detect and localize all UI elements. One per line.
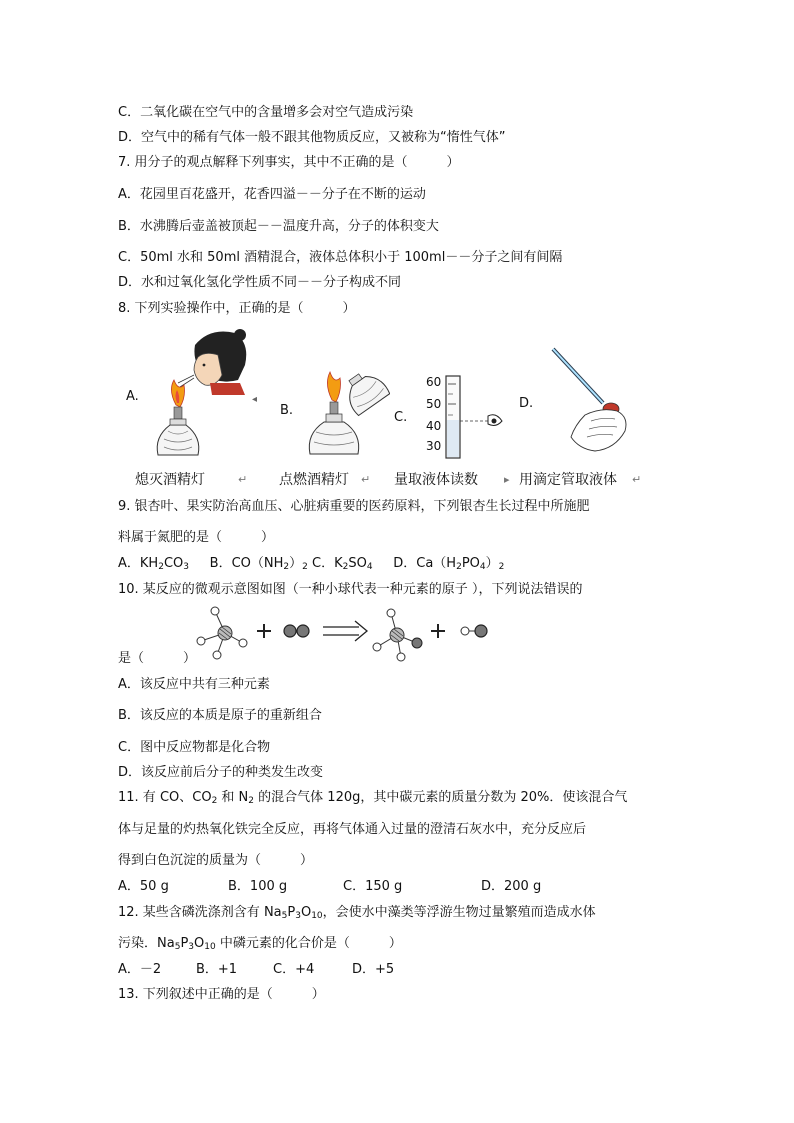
caption-a-mark: ↵: [238, 473, 248, 486]
q9-stem-line2: 料属于氮肥的是（ ）: [118, 530, 275, 545]
q7-option-c: C．50ml 水和 50ml 酒精混合，液体总体积小于 100ml－－分子之间有间隔: [118, 250, 563, 265]
q13-stem: 13. 下列叙述中正确的是（ ）: [118, 987, 325, 1002]
q11-stem-line2: 体与足量的灼热氧化铁完全反应，再将气体通入过量的澄清石灰水中，充分反应后: [118, 822, 587, 837]
q9-option-b: B．$CO(NH_2)_2$: [209, 556, 308, 572]
q8-label-a: A.: [126, 389, 139, 404]
q10-option-a: A．该反应中共有三种元素: [118, 677, 270, 692]
reactant-molecule-1: [197, 607, 247, 659]
q9-stem-line1: 9. 银杏叶、果实防治高血压、心脏病重要的医药原料，下列银杏生长过程中所施肥: [118, 499, 590, 514]
caption-c: 量取液体读数: [394, 472, 478, 488]
reactant-molecule-2: [284, 625, 309, 637]
q12-option-c: C．+4: [273, 962, 315, 977]
q9-option-d: D．$Ca(H_2PO_4)_2$: [393, 556, 505, 572]
q6-option-d: D．空气中的稀有气体一般不跟其他物质反应，又被称为“惰性气体”: [118, 130, 506, 145]
cyl-tick-30: 30: [426, 439, 442, 453]
q7-option-d: D．水和过氧化氢化学性质不同－－分子构成不同: [118, 275, 402, 290]
q11-option-c: C．150 g: [343, 879, 403, 894]
figure-a-extinguish-lamp: [150, 325, 260, 465]
caption-d: 用滴定管取液体: [519, 472, 617, 488]
cyl-tick-50: 50: [426, 397, 442, 411]
q10-stem-line2: 是（ ）: [118, 651, 197, 666]
q12-option-b: B．+1: [196, 962, 238, 977]
q9-options: [118, 555, 504, 576]
q10-option-c: C．图中反应物都是化合物: [118, 740, 271, 755]
q10-option-d: D．该反应前后分子的种类发生改变: [118, 765, 324, 780]
product-molecule-2: [461, 625, 487, 637]
q10-reaction-diagram: [195, 605, 505, 663]
caption-a: 熄灭酒精灯: [135, 472, 205, 488]
q12-stem-line1: 12. 某些含磷洗涤剂含有 $Na_5P_3O_{10}$，会使水中藻类等浮游生物过量繁殖而造成水体: [118, 905, 596, 921]
q11-stem-line1: 11. 有 CO、$CO_2$ 和 $N_2$ 的混合气体 120g，其中碳元素的质量分数为 20%．使该混合气: [118, 790, 628, 806]
caption-d-mark: ↵: [632, 473, 642, 486]
caption-b: 点燃酒精灯: [279, 472, 349, 488]
q12-stem-line2: 污染．$Na_5P_3O_{10}$ 中磷元素的化合价是（ ）: [118, 936, 402, 952]
caption-b-mark: ↵: [361, 473, 371, 486]
fig-a-arrow-mark: ◂: [252, 394, 258, 405]
q11-stem-line3: 得到白色沉淀的质量为（ ）: [118, 853, 314, 868]
q8-stem: 8. 下列实验操作中，正确的是（ ）: [118, 301, 356, 316]
q9-option-c: C．$K_2SO_4$: [312, 556, 373, 572]
q9-option-a: A．$KH_2CO_3$: [118, 556, 189, 572]
q11-option-d: D．200 g: [481, 879, 542, 894]
figure-d-dropper: [545, 345, 640, 460]
q7-option-b: B．水沸腾后壶盖被顶起－－温度升高，分子的体积变大: [118, 219, 439, 234]
q10-stem-line1: 10. 某反应的微观示意图如图（一种小球代表一种元素的原子 ），下列说法错误的: [118, 582, 583, 597]
q12-option-a: A．－2: [118, 962, 162, 977]
q12-option-d: D．+5: [352, 962, 395, 977]
q11-option-b: B．100 g: [228, 879, 288, 894]
cyl-tick-40: 40: [426, 419, 442, 433]
cyl-tick-60: 60: [426, 375, 442, 389]
q7-stem: 7. 用分子的观点解释下列事实，其中不正确的是（ ）: [118, 155, 460, 170]
q11-option-a: A．50 g: [118, 879, 169, 894]
q10-option-b: B．该反应的本质是原子的重新组合: [118, 708, 322, 723]
q8-label-b: B.: [280, 403, 294, 418]
q6-option-c: C．二氧化碳在空气中的含量增多会对空气造成污染: [118, 105, 414, 120]
q8-label-c: C.: [394, 410, 408, 425]
figure-b-light-lamp: [300, 362, 390, 462]
q7-option-a: A．花园里百花盛开，花香四溢－－分子在不断的运动: [118, 187, 426, 202]
product-molecule-1: [373, 609, 422, 661]
q8-label-d: D.: [519, 396, 534, 411]
caption-c-mark: ▸: [504, 473, 510, 486]
